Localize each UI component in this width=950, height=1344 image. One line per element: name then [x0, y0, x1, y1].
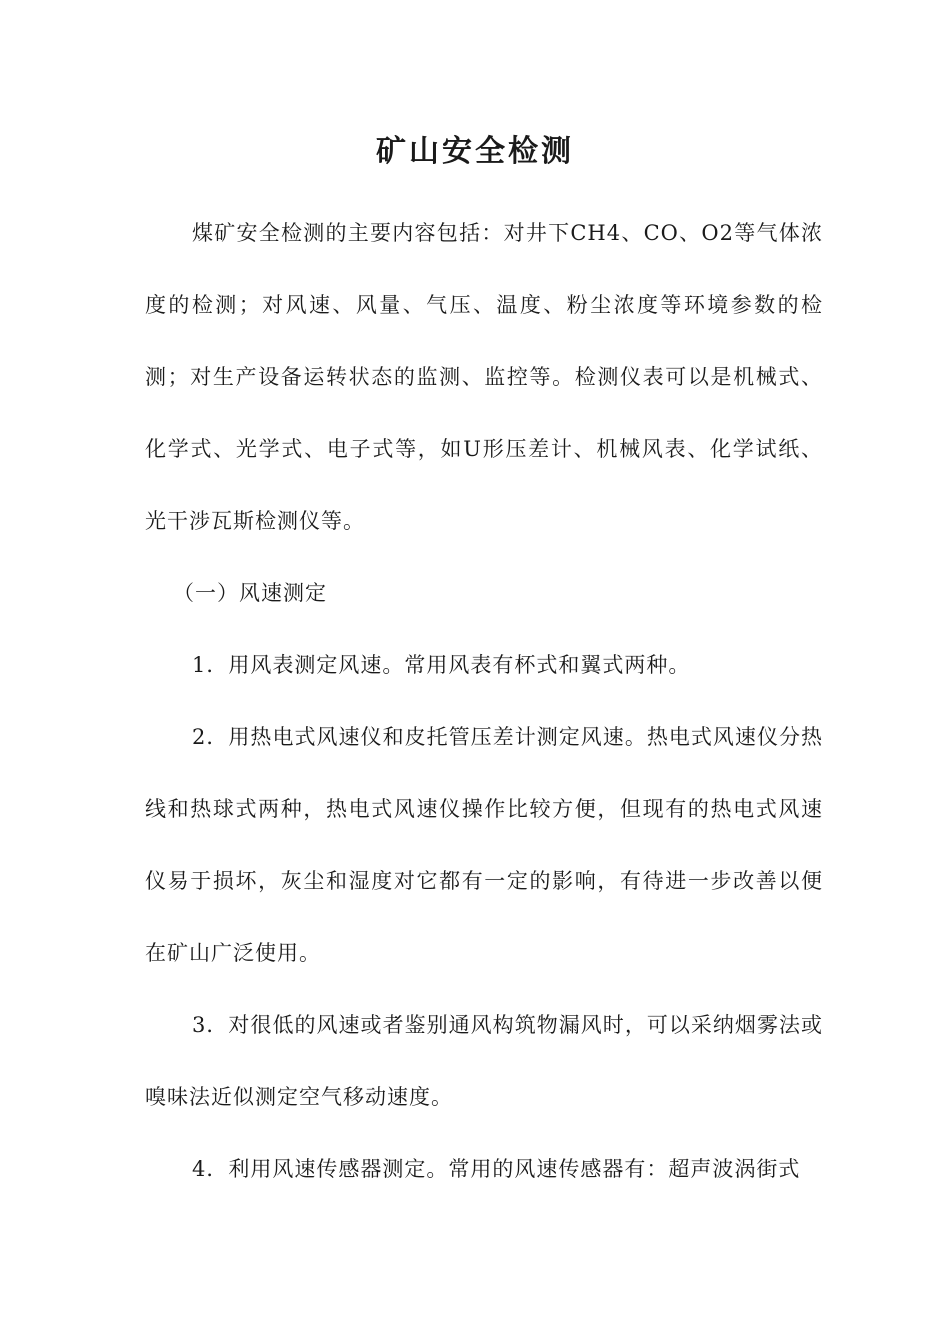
- section-heading: （一）风速测定: [173, 581, 327, 605]
- document-title: 矿山安全检测: [376, 134, 574, 169]
- list-item: 1．用风表测定风速。常用风表有杯式和翼式两种。: [192, 653, 691, 677]
- list-item: 4．利用风速传感器测定。常用的风速传感器有：超声波涡街式: [192, 1157, 801, 1181]
- list-item: 3．对很低的风速或者鉴别通风构筑物漏风时，可以采纳烟雾法或嗅味法近似测定空气移动速度。: [145, 1013, 823, 1109]
- document-body: [145, 197, 823, 1205]
- list-item: 2．用热电式风速仪和皮托管压差计测定风速。热电式风速仪分热线和热球式两种，热电式风速仪操作比较方便，但现有的热电式风速仪易于损坏，灰尘和湿度对它都有一定的影响，有待进一步改善以便在矿山广泛使用。: [145, 725, 823, 965]
- intro-paragraph: 煤矿安全检测的主要内容包括：对井下CH4、CO、O2等气体浓度的检测；对风速、风量、气压、温度、粉尘浓度等环境参数的检测；对生产设备运转状态的监测、监控等。检测仪表可以是机械式、化学式、光学式、电子式等，如U形压差计、机械风表、化学试纸、光干涉瓦斯检测仪等。: [145, 221, 823, 533]
